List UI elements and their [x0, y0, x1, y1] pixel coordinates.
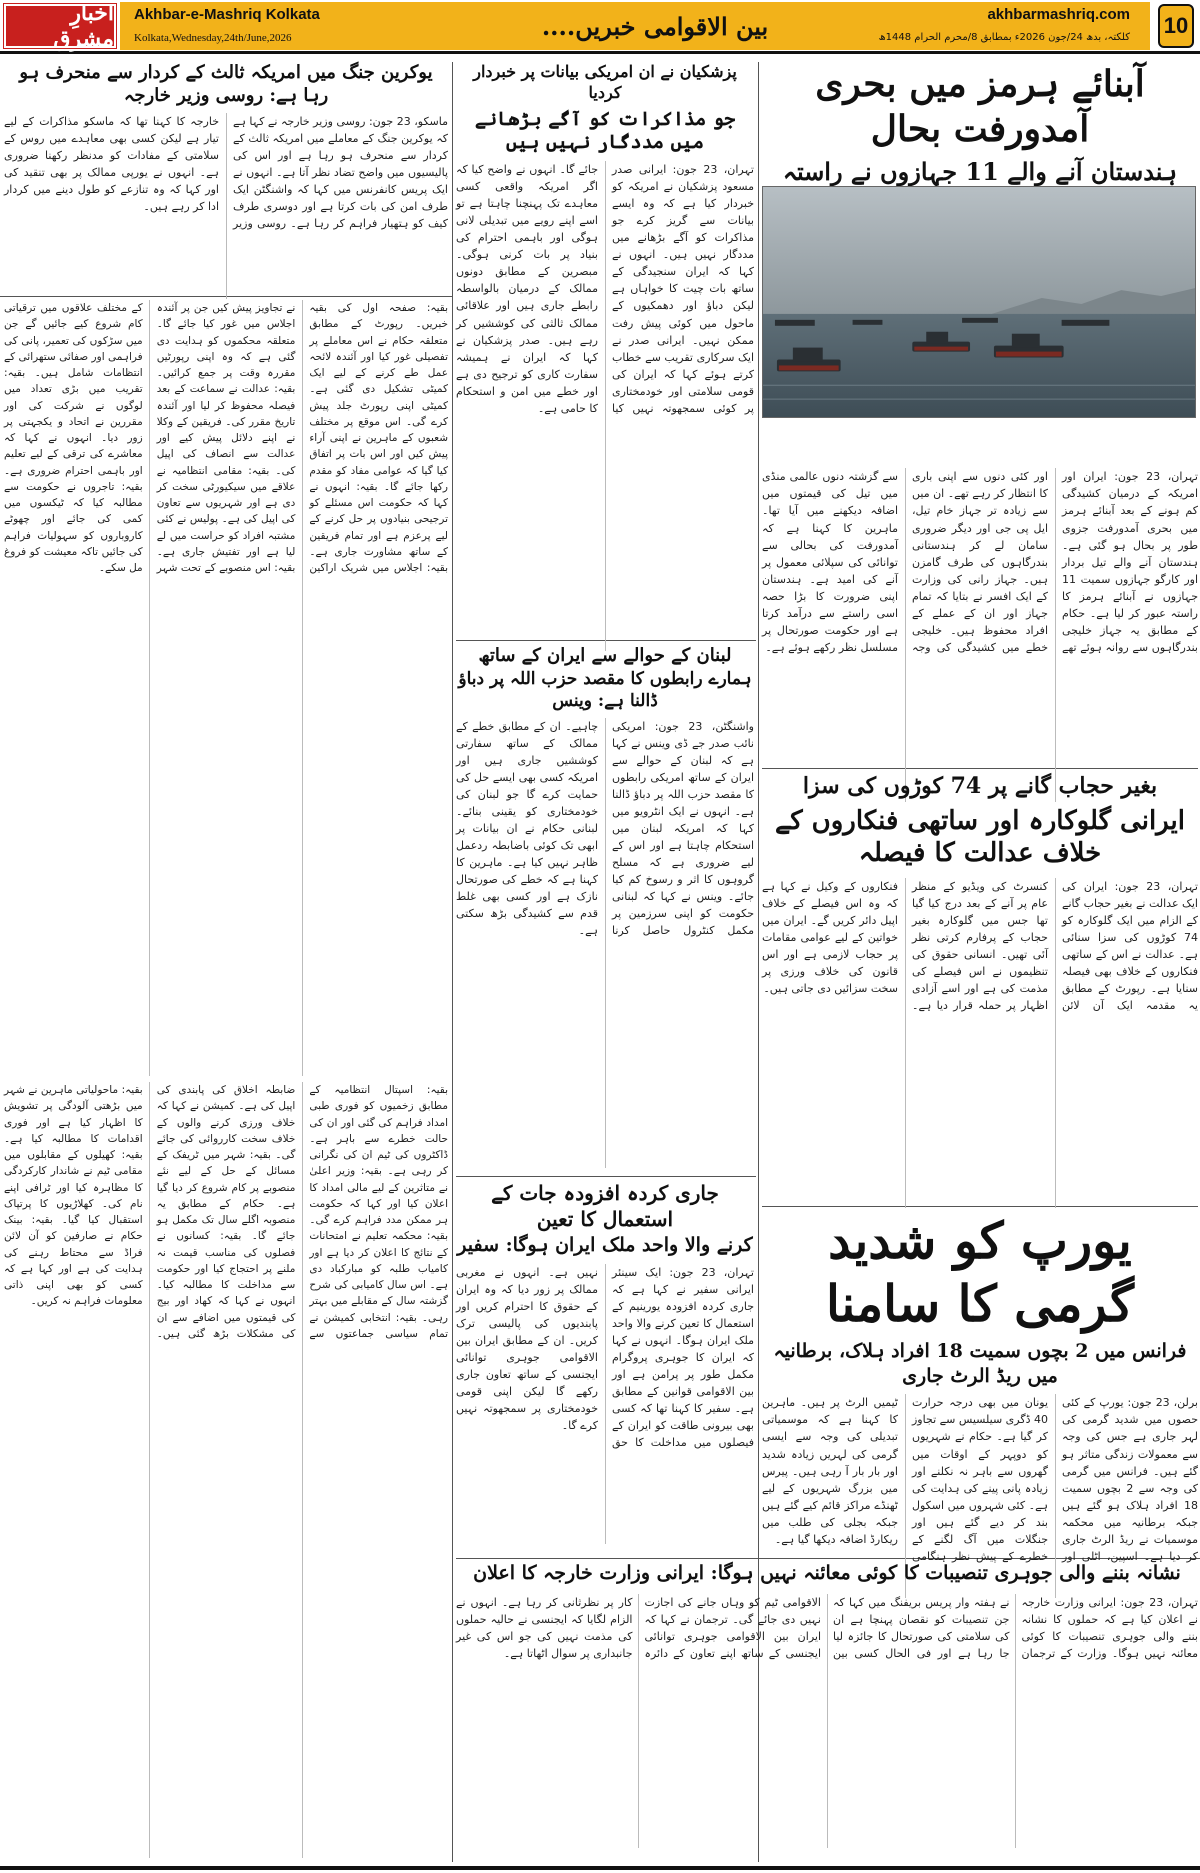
story-body: ماسکو، 23 جون: روسی وزیر خارجہ نے کہا ہے کہ یوکرین جنگ کے معاملے میں امریکہ ثالث کے کردار سے منحرف ہو رہا ہے اور اس کی پالیسیوں میں واضح تضاد نظر آتا ہے۔ انہوں نے ایک پریس کانفرنس میں کہا کہ واشنگٹن ایک طرف امن کی بات کرتا ہے اور دوسری طرف کیف کو ہتھیار فراہم کر رہا ہے۔ روسی وزیر خارجہ کا کہنا تھا کہ ماسکو مذاکرات کے لیے تیار ہے لیکن کسی بھی معاہدے میں روس کے سلامتی کے مفادات کو مدنظر رکھنا ضروری ہے۔ انہوں نے یورپی ممالک پر بھی تنقید کی اور کہا کہ وہ تنازعے کو طول دینے میں کردار ادا کر رہے ہیں۔: [4, 115, 448, 231]
story-headline: یورپ کو شدید گرمی کا سامنا: [826, 1211, 1134, 1333]
story-kicker: بغیر حجاب گانے پر 74 کوڑوں کی سزا: [802, 773, 1158, 799]
story-headline: آبنائے ہرمز میں بحری آمدورفت بحال: [815, 63, 1145, 150]
story-body: تہران، 23 جون: ایران اور امریکہ کے درمیان کشیدگی کم ہونے کے بعد آبنائے ہرمز میں بحری آمدورفت جزوی طور پر بحال ہو گئی ہے۔ ہندستان آنے والے تیل بردار اور کارگو جہازوں سمیت 11 جہازوں نے آبنائے ہرمز کا راستہ عبور کر لیا ہے۔ حکام کے مطابق یہ جہاز خلیجی بندرگاہوں سے روانہ ہوئے تھے اور کئی دنوں سے اپنی باری کا انتظار کر رہے تھے۔ ان میں سے زیادہ تر جہاز خام تیل، ایل پی جی اور دیگر ضروری سامان لے کر ہندستانی بندرگاہوں کی طرف گامزن ہیں۔ جہاز رانی کی وزارت کے ایک افسر نے بتایا کہ تمام جہاز اور ان کے عملے کے افراد محفوظ ہیں۔ خلیجی خطے میں کشیدگی کی وجہ سے گزشتہ دنوں عالمی منڈی میں تیل کی قیمتوں میں اضافہ دیکھنے میں آیا تھا۔ ماہرین کا کہنا ہے کہ آمدورفت کی بحالی سے توانائی کی سپلائی معمول پر آنے کی امید ہے۔ ہندستان اپنی ضرورت کا بڑا حصہ اسی راستے سے درآمد کرتا ہے اور حکومت صورتحال پر مسلسل نظر رکھے ہوئے ہے۔: [762, 470, 1198, 654]
site-url[interactable]: akhbarmashriq.com: [987, 6, 1130, 23]
story-lebanon: [456, 644, 754, 1172]
story-headline: ہمارے رابطوں کا مقصد حزب اللہ پر دباؤ ڈالنا ہے: وینس: [458, 669, 752, 711]
story-headline: یوکرین جنگ میں امریکہ ثالث کے کردار سے منحرف ہو رہا ہے: روسی وزیر خارجہ: [19, 62, 433, 106]
story-body: برلن، 23 جون: یورپ کے کئی حصوں میں شدید گرمی کی لہر جاری ہے جس کی وجہ سے معمولات زندگی متاثر ہو گئے ہیں۔ فرانس میں گرمی کی وجہ سے 2 بچوں سمیت 18 افراد ہلاک ہو گئے ہیں جبکہ برطانیہ میں محکمہ موسمیات نے ریڈ الرٹ جاری کر دیا ہے۔ اسپین، اٹلی اور یونان میں بھی درجہ حرارت 40 ڈگری سیلسیس سے تجاوز کر گیا ہے۔ حکام نے شہریوں کو دوپہر کے اوقات میں گھروں سے باہر نہ نکلنے اور زیادہ پانی پینے کی ہدایت کی ہے۔ کئی شہروں میں اسکول بند کر دیے گئے ہیں اور جنگلات میں آگ لگنے کے خطرے کے پیش نظر ہنگامی ٹیمیں الرٹ پر ہیں۔ ماہرین کا کہنا ہے کہ موسمیاتی تبدیلی کی وجہ سے ایسی گرمی کی لہریں زیادہ شدید اور بار بار آ رہی ہیں۔ پیرس میں بزرگ شہریوں کے لیے ٹھنڈے مراکز قائم کیے گئے ہیں جبکہ بجلی کی طلب میں ریکارڈ اضافہ دیکھا گیا ہے۔: [762, 1396, 1198, 1563]
section-rule: [456, 1176, 756, 1177]
footer-rule: [0, 1866, 1200, 1870]
logo-text: اخبارِ مشرق: [53, 0, 114, 52]
urdu-date-line: کلکتہ، بدھ 24/جون 2026ء بمطابق 8/محرم الحرام 1448ھ: [878, 32, 1130, 43]
story-headline: کرنے والا واحد ملک ایران ہوگا: سفیر: [457, 1234, 753, 1256]
page-number: 10: [1158, 4, 1194, 48]
masthead: [0, 0, 1200, 54]
story-headline: نشانہ بننے والی جوہری تنصیبات کا کوئی معائنہ نہیں ہوگا: ایرانی وزارت خارجہ کا اعلان: [473, 1562, 1181, 1584]
story-subhead: فرانس میں 2 بچوں سمیت 18 افراد ہلاک، برطانیہ میں ریڈ الرٹ جاری: [773, 1340, 1187, 1387]
story-kicker: جاری کردہ افزودہ جات کے استعمال کا تعین: [491, 1181, 719, 1231]
ships-at-sea-photo: [762, 186, 1196, 418]
story-body: تہران، 23 جون: ایرانی وزارت خارجہ نے اعلان کیا ہے کہ حملوں کا نشانہ بننے والی جوہری تنصیبات کا کوئی معائنہ نہیں ہوگا۔ وزارت کے ترجمان نے ہفتہ وار پریس بریفنگ میں کہا کہ جن تنصیبات کو نقصان پہنچا ہے ان کی سلامتی کی صورتحال کا جائزہ لیا جا رہا ہے اور فی الحال کسی بین الاقوامی ٹیم کو وہاں جانے کی اجازت نہیں دی جائے گی۔ ترجمان نے کہا کہ ایران بین الاقوامی جوہری توانائی ایجنسی کے ساتھ اپنے تعاون کے دائرہ کار پر نظرثانی کر رہا ہے۔ انہوں نے الزام لگایا کہ ایجنسی نے حالیہ حملوں کی مذمت نہیں کی جو اس کی غیر جانبداری پر سوال اٹھاتا ہے۔: [456, 1595, 1198, 1660]
story-headline: ایرانی گلوکارہ اور ساتھی فنکاروں کے خلاف عدالت کا فیصلہ: [774, 805, 1185, 869]
ships-photo-art: [763, 187, 1195, 417]
section-title: بین الاقوامی خبریں....: [541, 11, 769, 41]
story-headline: جو مذاکرات کو آگے بڑھانے میں مددگار نہیں ہیں: [474, 107, 736, 154]
column-rule: [452, 62, 453, 1862]
story-subhead: ہندستان آنے والے 11 جہازوں نے راستہ: [782, 157, 1178, 186]
story-pezeshkian: [456, 62, 754, 636]
story-hijab: [762, 772, 1198, 1202]
story-body: واشنگٹن، 23 جون: امریکی نائب صدر جے ڈی وینس نے کہا ہے کہ لبنان کے حوالے سے ایران کے ساتھ امریکی رابطوں کا مقصد حزب اللہ پر دباؤ ڈالنا ہے۔ انہوں نے ایک انٹرویو میں کہا کہ امریکہ لبنان میں استحکام چاہتا ہے اور اس کے لیے ضروری ہے کہ مسلح گروہوں کا اثر و رسوخ کم کیا جائے۔ وینس نے کہا کہ لبنانی حکومت کو اپنی سرزمین پر مکمل کنٹرول حاصل کرنا چاہیے۔ ان کے مطابق خطے کے ممالک کے ساتھ سفارتی کوششیں جاری ہیں اور امریکہ کسی بھی ایسے حل کی حمایت کرے گا جو لبنان کی خودمختاری کو یقینی بنائے۔ لبنانی حکام نے ان بیانات پر ابھی تک کوئی باضابطہ ردعمل ظاہر نہیں کیا ہے۔ ماہرین کا کہنا ہے کہ خطے کی صورتحال نازک ہے اور کسی بھی غلط قدم سے کشیدگی بڑھ سکتی ہے۔: [456, 719, 754, 938]
story-kicker: لبنان کے حوالے سے ایران کے ساتھ: [478, 645, 732, 666]
story-enriched: [456, 1180, 754, 1556]
story-ukraine: [4, 62, 448, 292]
date-line: Kolkata,Wednesday,24th/June,2026: [134, 32, 292, 44]
story-kicker: پزشکیان نے ان امریکی بیانات پر خبردار کردیا: [473, 62, 737, 102]
story-body: تہران، 23 جون: ایک سینئر ایرانی سفیر نے کہا ہے کہ جاری کردہ افزودہ یورینیم کے استعمال کا تعین کرنے والا واحد ملک ایران ہوگا۔ انہوں نے کہا کہ ایران کا جوہری پروگرام مکمل طور پر پرامن ہے اور بین الاقوامی قوانین کے مطابق ہے۔ سفیر کا کہنا تھا کہ کسی بھی بیرونی طاقت کو ایران کے فیصلوں میں مداخلت کا حق نہیں ہے۔ انہوں نے مغربی ممالک پر زور دیا کہ وہ ایران کے حقوق کا احترام کریں اور پابندیوں کی پالیسی ترک کریں۔ ان کے مطابق ایران بین الاقوامی جوہری توانائی ایجنسی کے ساتھ تعاون جاری رکھے گا لیکن اپنی قومی خودمختاری پر سمجھوتہ نہیں کرے گا۔: [456, 1265, 754, 1450]
newspaper-logo[interactable]: [4, 0, 116, 52]
masthead-band: [120, 2, 1150, 50]
story-body: تہران، 23 جون: ایران کی ایک عدالت نے بغیر حجاب گانے کے الزام میں ایک گلوکارہ کو 74 کوڑوں کی سزا سنائی ہے۔ عدالت نے اس کے ساتھی فنکاروں کے خلاف بھی فیصلہ سنایا ہے۔ رپورٹ کے مطابق یہ مقدمہ ایک آن لائن کنسرٹ کی ویڈیو کے منظر عام پر آنے کے بعد درج کیا گیا تھا جس میں گلوکارہ بغیر حجاب کے پرفارم کرتی نظر آئی تھیں۔ انسانی حقوق کی تنظیموں نے اس فیصلے کی مذمت کی ہے اور اسے آزادی اظہار پر حملہ قرار دیا ہے۔ فنکاروں کے وکیل نے کہا ہے کہ وہ اس فیصلے کے خلاف اپیل دائر کریں گے۔ ایران میں خواتین کے لیے عوامی مقامات پر حجاب لازمی ہے اور اس قانون کی خلاف ورزی پر سخت سزائیں دی جاتی ہیں۔: [762, 879, 1198, 1012]
story-body: تہران، 23 جون: ایرانی صدر مسعود پزشکیان نے امریکہ کو خبردار کیا ہے کہ وہ ایسے بیانات سے گریز کرے جو مذاکرات کو آگے بڑھانے میں مددگار نہیں ہیں۔ انہوں نے کہا کہ ایران سنجیدگی کے ساتھ بات چیت کا خواہاں ہے لیکن دباؤ اور دھمکیوں کے ماحول میں کوئی پیش رفت ممکن نہیں۔ ایرانی صدر نے ایک سرکاری تقریب سے خطاب کرتے ہوئے کہا کہ ایران کی قومی سلامتی اور خودمختاری پر کوئی سمجھوتہ نہیں کیا جائے گا۔ انہوں نے واضح کیا کہ اگر امریکہ واقعی کسی معاہدے تک پہنچنا چاہتا ہے تو اسے اپنے رویے میں تبدیلی لانی ہوگی اور باہمی احترام کی بنیاد پر بات کرنی ہوگی۔ مبصرین کے مطابق دونوں ممالک کے درمیان بالواسطہ رابطے جاری ہیں اور علاقائی ممالک ثالثی کی کوششیں کر رہے ہیں۔ صدر پزشکیان نے کہا کہ ایران نے ہمیشہ سفارت کاری کو ترجیح دی ہے اور خطے میں امن و استحکام کا حامی ہے۔: [456, 163, 754, 415]
continued-stories: [4, 300, 448, 1860]
story-nuclear-inspections: [456, 1562, 1198, 1862]
continued-body-a: بقیہ: صفحہ اول کی بقیہ خبریں۔ رپورٹ کے مطابق متعلقہ حکام نے اس معاملے پر تفصیلی غور کیا اور آئندہ لائحہ عمل طے کرنے کے لیے ایک کمیٹی تشکیل دی گئی ہے۔ کمیٹی اپنی رپورٹ جلد پیش کرے گی۔ اس موقع پر مختلف شعبوں کے ماہرین نے اپنی آراء پیش کیں اور اس بات پر اتفاق کیا گیا کہ عوامی مفاد کو مقدم رکھا جائے گا۔ بقیہ: انہوں نے کہا کہ حکومت اس مسئلے کو ترجیحی بنیادوں پر حل کرنے کے لیے پرعزم ہے اور تمام فریقین کے ساتھ مشاورت جاری ہے۔ بقیہ: اجلاس میں شریک اراکین نے تجاویز پیش کیں جن پر آئندہ اجلاس میں غور کیا جائے گا۔ متعلقہ محکموں کو ہدایت دی گئی ہے کہ وہ اپنی رپورٹیں مقررہ وقت پر جمع کرائیں۔ بقیہ: عدالت نے سماعت کے بعد فیصلہ محفوظ کر لیا اور آئندہ تاریخ مقرر کی۔ فریقین کے وکلا نے اپنے دلائل پیش کیے اور عدالت سے انصاف کی اپیل کی۔ بقیہ: مقامی انتظامیہ نے علاقے میں سیکیورٹی سخت کر دی ہے اور شہریوں سے تعاون کی اپیل کی ہے۔ پولیس نے کئی مشتبہ افراد کو حراست میں لے لیا ہے اور تفتیش جاری ہے۔ بقیہ: اس منصوبے کے تحت شہر کے مختلف علاقوں میں ترقیاتی کام شروع کیے جائیں گے جن میں سڑکوں کی تعمیر، پانی کی فراہمی اور صفائی ستھرائی کے انتظامات شامل ہیں۔ بقیہ: تقریب میں بڑی تعداد میں لوگوں نے شرکت کی اور مقررین نے اتحاد و یکجہتی پر زور دیا۔ انہوں نے کہا کہ معاشرے کی ترقی کے لیے تعلیم اور باہمی احترام ضروری ہے۔ بقیہ: تاجروں نے حکومت سے مطالبہ کیا کہ ٹیکسوں میں کمی کی جائے اور چھوٹے کاروباروں کو سہولیات فراہم کی جائیں تاکہ معیشت کو فروغ مل سکے۔: [4, 302, 448, 575]
continued-body-b: بقیہ: اسپتال انتظامیہ کے مطابق زخمیوں کو فوری طبی امداد فراہم کی گئی اور ان کی حالت خطرے سے باہر ہے۔ ڈاکٹروں کی ٹیم ان کی نگرانی کر رہی ہے۔ بقیہ: وزیر اعلیٰ نے متاثرین کے لیے مالی امداد کا اعلان کیا اور کہا کہ حکومت ہر ممکن مدد فراہم کرے گی۔ بقیہ: محکمہ تعلیم نے امتحانات کے نتائج کا اعلان کر دیا ہے اور کامیاب طلبہ کو مبارکباد دی ہے۔ اس سال کامیابی کی شرح گزشتہ سال کے مقابلے میں بہتر رہی۔ بقیہ: انتخابی کمیشن نے تمام سیاسی جماعتوں سے ضابطہ اخلاق کی پابندی کی اپیل کی ہے۔ کمیشن نے کہا کہ خلاف ورزی کرنے والوں کے خلاف سخت کارروائی کی جائے گی۔ بقیہ: شہر میں ٹریفک کے مسائل کے حل کے لیے نئے منصوبے پر کام شروع کر دیا گیا ہے۔ حکام کے مطابق یہ منصوبہ اگلے سال تک مکمل ہو جائے گا۔ بقیہ: کسانوں نے فصلوں کی مناسب قیمت نہ ملنے پر احتجاج کیا اور حکومت سے مداخلت کا مطالبہ کیا۔ انہوں نے کہا کہ کھاد اور بیج کی قیمتوں میں اضافے سے ان کی مشکلات بڑھ گئی ہیں۔ بقیہ: ماحولیاتی ماہرین نے شہر میں بڑھتی آلودگی پر تشویش کا اظہار کیا ہے اور فوری اقدامات کا مطالبہ کیا ہے۔ بقیہ: کھیلوں کے مقابلوں میں مقامی ٹیم نے شاندار کارکردگی کا مظاہرہ کیا اور ٹرافی اپنے نام کی۔ کھلاڑیوں کا پرتپاک استقبال کیا گیا۔ بقیہ: بینک حکام نے صارفین کو آن لائن فراڈ سے محتاط رہنے کی ہدایت کی ہے اور کہا ہے کہ کسی کو بھی اپنی ذاتی معلومات فراہم نہ کریں۔: [4, 1084, 448, 1340]
site-name: Akhbar-e-Mashriq Kolkata: [134, 6, 320, 23]
